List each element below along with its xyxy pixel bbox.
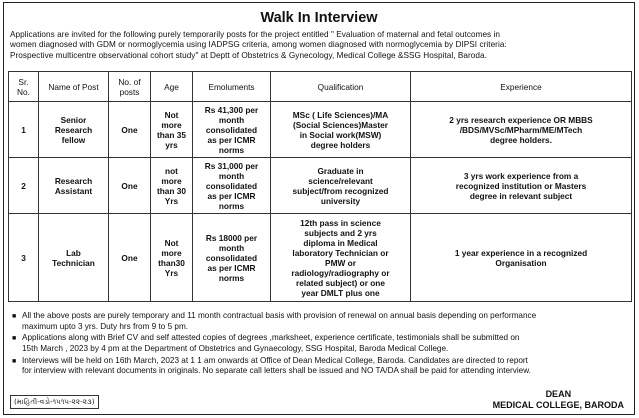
terms-list [12, 311, 632, 378]
term-line: 15th March , 2023 by 4 pm at the Department of Obstetrics and Gynaecology, SSG Hospital, Baroda Medical College. [22, 343, 449, 353]
cell-posts: One [109, 158, 151, 214]
term-line: All the above posts are purely temporary and 11 month contractual basis with provision of renewal on annual basis depending on performance [22, 311, 537, 320]
posts-table [8, 71, 632, 302]
cell-sr: 3 [9, 214, 39, 302]
list-item [12, 356, 632, 377]
signatory-org: MEDICAL COLLEGE, BARODA [492, 400, 624, 410]
cell-emoluments: Rs 18000 per month consolidated as per ICMR norms [193, 214, 271, 302]
cell-experience: 2 yrs research experience OR MBBS /BDS/MVSc/MPharm/ME/MTech degree holders. [411, 102, 632, 158]
cell-qualification: Graduate in science/relevant subject/from recognized university [271, 158, 411, 214]
cell-qualification: 12th pass in science subjects and 2 yrs diploma in Medical laboratory Technician or PMW or radiology/radiography or related subject) or one year DMLT plus one [271, 214, 411, 302]
bullet-square-icon: ■ [12, 335, 17, 343]
header-name-of-post: Name of Post [39, 72, 109, 102]
cell-experience: 1 year experience in a recognized Organisation [411, 214, 632, 302]
notice-title: Walk In Interview [260, 10, 378, 26]
list-item [12, 333, 632, 354]
term-line: Applications along with Brief CV and self attested copies of degrees ,marksheet, experience certificate, testimonials shall be submitted on [22, 333, 520, 343]
intro-line: women diagnosed with GDM or normoglycemia using IADPSG criteria, among women diagnosed with normoglycemia by DIPSI criteria: [10, 40, 507, 50]
cell-posts: One [109, 102, 151, 158]
header-age: Age [151, 72, 193, 102]
cell-posts: One [109, 214, 151, 302]
term-line: for interview with relevant documents in originals. No separate call letters shall be issued and NO TA/DA shall be paid for attending interview. [22, 366, 531, 376]
cell-emoluments: Rs 31,000 per month consolidated as per ICMR norms [193, 158, 271, 214]
cell-post: Research Assistant [39, 158, 109, 214]
signatory [493, 389, 624, 411]
cell-sr: 2 [9, 158, 39, 214]
cell-age: Not more than30 Yrs [151, 214, 193, 302]
term-line: maximum upto 3 yrs. Duty hrs from 9 to 5 pm. [22, 321, 189, 331]
cell-experience: 3 yrs work experience from a recognized institution or Masters degree in relevant subject [411, 158, 632, 214]
header-qualification: Qualification [271, 72, 411, 102]
walk-in-interview-notice [3, 2, 635, 415]
cell-age: Not more than 35 yrs [151, 102, 193, 158]
header-experience: Experience [411, 72, 632, 102]
cell-post: Senior Research fellow [39, 102, 109, 158]
signatory-title: DEAN [545, 389, 572, 399]
bullet-square-icon: ■ [12, 313, 17, 320]
cell-qualification: MSc ( Life Sciences)/MA (Social Sciences)Master in Social work(MSW) degree holders [271, 102, 411, 158]
intro-line: Applications are invited for the following purely temporarily posts for the project entitled " Evaluation of maternal and fetal outcomes in [10, 30, 500, 39]
header-sr-no: Sr. No. [9, 72, 39, 102]
table-row [9, 214, 632, 302]
cell-sr: 1 [9, 102, 39, 158]
table-row [9, 158, 632, 214]
cell-post: Lab Technician [39, 214, 109, 302]
header-emoluments: Emoluments [193, 72, 271, 102]
cell-age: not more than 30 Yrs [151, 158, 193, 214]
term-line: Interviews will be held on 16th March, 2023 at 1 1 am onwards at Office of Dean Medical College, Baroda. Candidates are directed to report [22, 355, 528, 365]
intro-line: Prospective multicentre observational cohort study" at Deptt of Obstetrics & Gynecology, Medical College &SSG Hospital, Baroda. [10, 50, 487, 60]
intro-paragraph [10, 30, 628, 61]
cell-emoluments: Rs 41,300 per month consolidated as per ICMR norms [193, 102, 271, 158]
header-no-of-posts: No. of posts [109, 72, 151, 102]
bullet-square-icon: ■ [12, 357, 17, 365]
reference-number: (માહિતી-વડો-૧૫૧૫-૨૨-૨૩) [10, 395, 99, 409]
table-header-row [9, 72, 632, 102]
notice-footer [10, 389, 628, 413]
list-item [12, 311, 632, 332]
table-row [9, 102, 632, 158]
